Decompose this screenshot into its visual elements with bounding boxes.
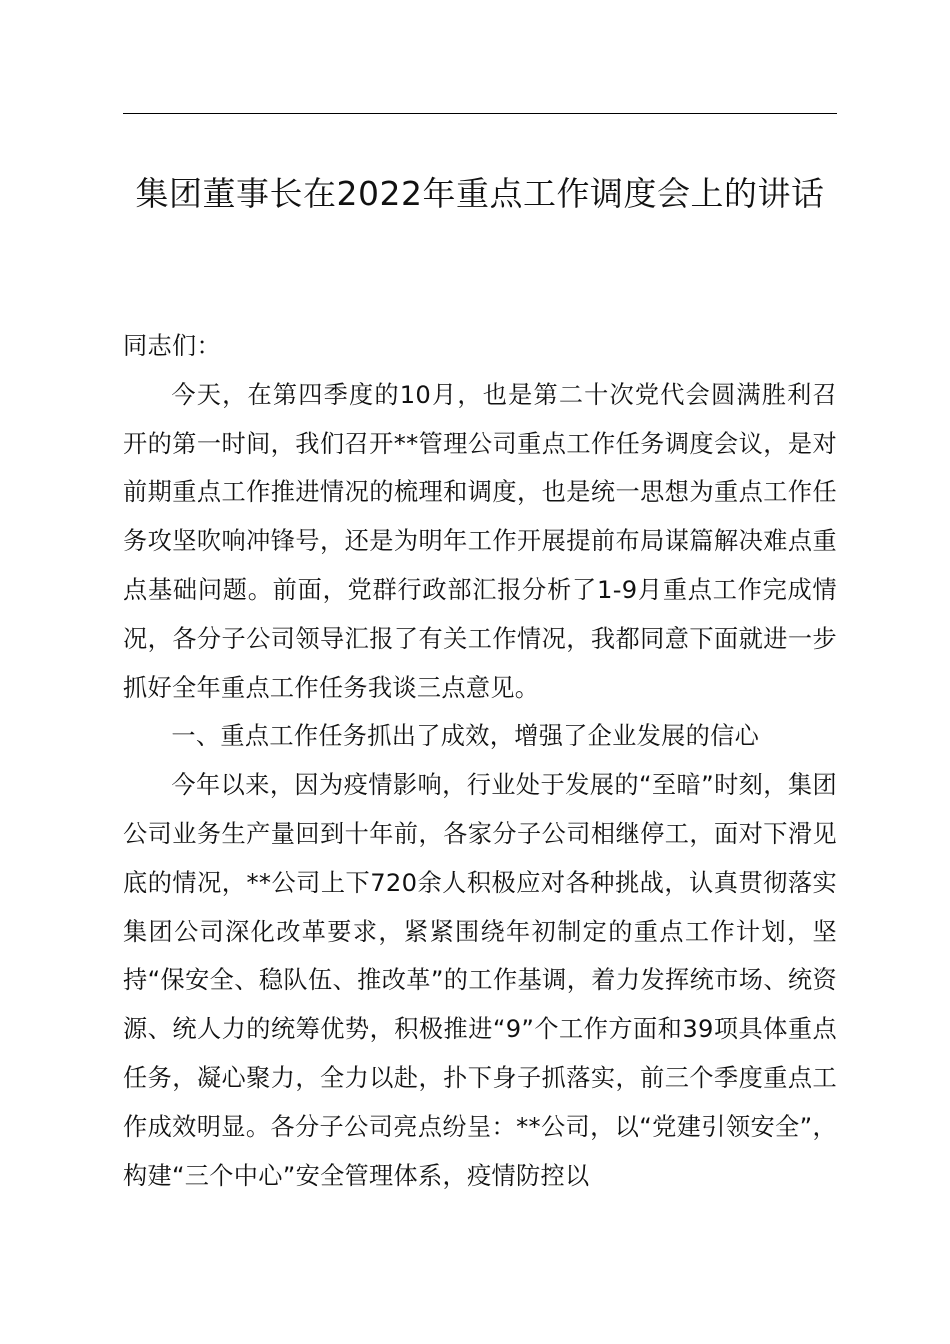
paragraph-section-1: 今年以来，因为疫情影响，行业处于发展的“至暗”时刻，集团公司业务生产量回到十年前，各家分子公司相继停工，面对下滑见底的情况，**公司上下720余人积极应对各种挑战，认真贯彻落实集团公司深化改革要求，紧紧围绕年初制定的重点工作计划，坚持“保安全、稳队伍、推改革”的工作基调，着力发挥统市场、统资源、统人力的统筹优势，积极推进“9”个工作方面和39项具体重点任务，凝心聚力，全力以赴，扑下身子抓落实，前三个季度重点工作成效明显。各分子公司亮点纷呈：**公司，以“党建引领安全”，构建“三个中心”安全管理体系，疫情防控以 <box>123 771 837 1190</box>
document-body <box>123 322 837 1200</box>
section-heading-1: 一、重点工作任务抓出了成效，增强了企业发展的信心 <box>171 722 760 751</box>
paragraph-intro: 今天，在第四季度的10月，也是第二十次党代会圆满胜利召开的第一时间，我们召开**管理公司重点工作任务调度会议，是对前期重点工作推进情况的梳理和调度，也是统一思想为重点工作任务攻坚吹响冲锋号，还是为明年工作开展提前布局谋篇解决难点重点基础问题。前面，党群行政部汇报分析了1-9月重点工作完成情况，各分子公司领导汇报了有关工作情况，我都同意下面就进一步抓好全年重点工作任务我谈三点意见。 <box>123 380 837 702</box>
salutation: 同志们： <box>123 332 221 360</box>
header-divider <box>123 113 837 114</box>
document-title: 集团董事长在2022年重点工作调度会上的讲话 <box>135 174 825 213</box>
